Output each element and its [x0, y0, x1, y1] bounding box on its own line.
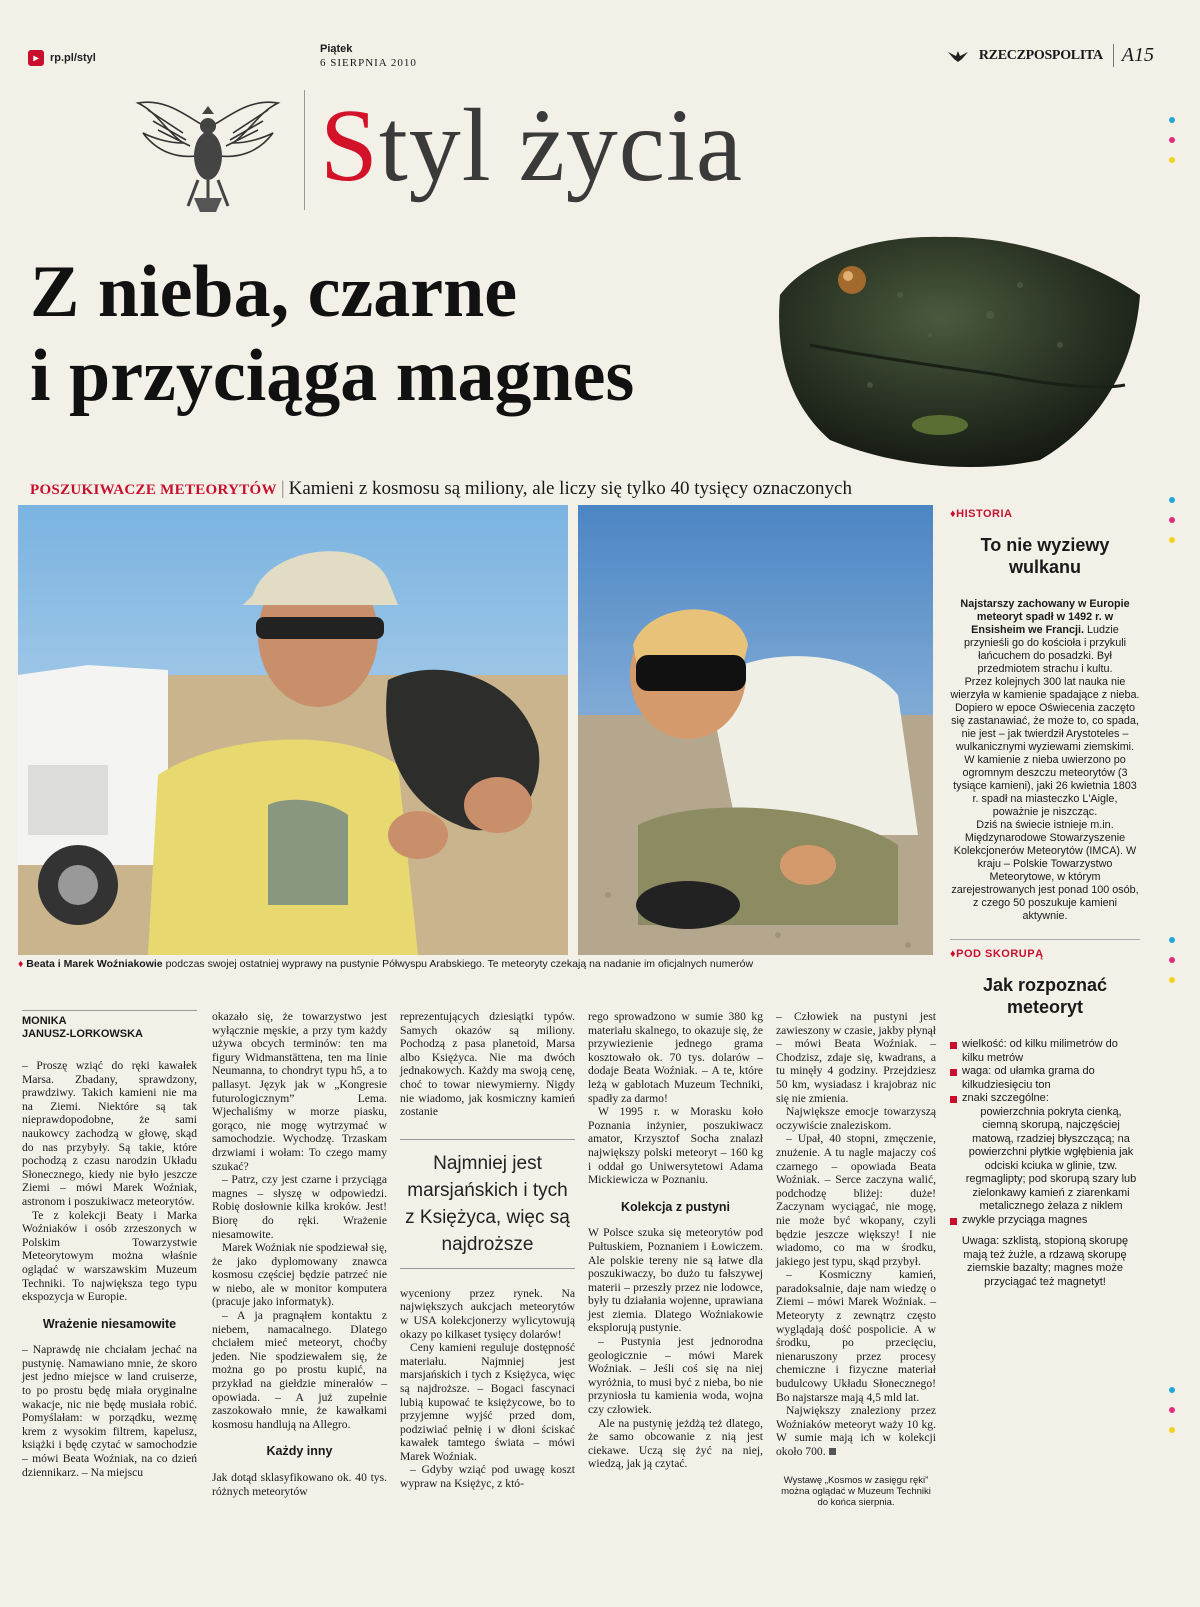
issue-day: Piątek [320, 43, 353, 55]
howto-label: ♦POD SKORUPĄ [950, 948, 1044, 960]
article-paragraph: – A ja pragnąłem kontaktu z niebem, namacalnego. Dlatego chciałem mieć meteoryt, choćby jeden. Nie spodziewałem się, że można go po prostu kupić, na przykład na giełdzie minerałów – opowiada. – A już zupełnie zaszokowało mnie, że kawałkami kosmosu handlują na Allegro. [212, 1309, 387, 1431]
caption-diamond-icon: ♦ [18, 958, 24, 970]
exhibit-note: Wystawę „Kosmos w zasięgu ręki” można oglądać w Muzeum Techniki do końca sierpnia. [781, 1474, 931, 1508]
print-registration-marks [1162, 60, 1182, 1560]
subhead-impression: Wrażenie niesamowite [42, 1316, 177, 1331]
history-text-2: Przez kolejnych 300 lat nauka nie wierzyła w kamienie spadające z nieba. Dopiero w epoce Oświecenia zaczęto się zastanawiać, że może to, co spada, nie jest – jak twierdził Arystoteles – wulkanicznymi wyziewami ziemskimi. W kamienie z nieba uwierzono po ogromnym deszczu meteorytów (3 tysiące kamieni), jaki 26 kwietnia 1803 r. spadł na miasteczko L'Aigle, poważnie je niszcząc. [950, 676, 1140, 818]
paper-eagle-icon [947, 49, 969, 63]
eagle-emblem-icon [128, 88, 288, 218]
site-link[interactable] [28, 50, 96, 66]
headline [30, 250, 790, 418]
article-column-5 [776, 1010, 936, 1508]
article-column-1 [22, 1010, 197, 1479]
sidebar [950, 508, 1140, 1289]
howto-item-signs: znaki szczególne: [950, 1092, 1140, 1106]
bullet-square-icon [950, 1069, 957, 1076]
page-number: A15 [1113, 44, 1154, 67]
rp-logo-icon: ▸ [28, 50, 44, 66]
article-column-3 [400, 1010, 575, 1491]
article-paragraph: rego sprowadzono w sumie 380 kg materiału skalnego, to okazuje się, że przywiezienie jednego grama kosztowało ok. 70 tys. dolarów – dodaje Beata Woźniak. – A te, które leżą w gablotach Muzeum Techniki, spadły za darmo! [588, 1010, 763, 1105]
photo-beata-crouching [578, 505, 933, 955]
article-column-4 [588, 1010, 763, 1471]
history-lead: Najstarszy zachowany w Europie meteoryt spadł w 1492 r. w Ensisheim we Francji. [960, 598, 1130, 636]
section-title-initial: S [320, 88, 379, 203]
howto-item-weight: waga: od ułamka grama do kilkudziesięciu ton [950, 1065, 1140, 1092]
photo-marek-with-meteorite [18, 505, 568, 955]
author-byline: MONIKA JANUSZ-LORKOWSKA [22, 1010, 197, 1041]
section-title-rest: tyl życia [378, 88, 744, 203]
subhead-desert-collection: Kolekcja z pustyni [620, 1199, 731, 1214]
article-paragraph: – Upał, 40 stopni, zmęczenie, znużenie. A tu nagle majaczy coś czarnego – opowiada Beata Woźniak. – Serce zaczyna walić, podchodzę bliżej: duże! Zaczynam wyciągać, nie mogę, nie może być wkopany, czyli będzie jeszcze większy! I nie wiadomo, co ma w środku, jakiego jest typu, skąd przybył. [776, 1132, 936, 1268]
howto-title: Jak rozpoznać meteoryt [982, 975, 1108, 1017]
meteorite-photo [770, 225, 1150, 475]
howto-note: Uwaga: szklistą, stopioną skorupę mają też żużle, a rdzawą skorupę ziemskie bazalty; magnes może przyciągać też magnetyt! [961, 1235, 1129, 1288]
paper-name: RZECZPOSPOLITA [978, 47, 1103, 63]
article-paragraph: – Pustynia jest jednorodna geologicznie – mówi Marek Woźniak. – Jeśli coś się na niej wyróżnia, to musi być z nieba, bo nie przyniosła tu kamienia woda, wojna czy człowiek. [588, 1335, 763, 1417]
article-paragraph: – Patrz, czy jest czarne i przyciąga magnes – słyszę w odpowiedzi. Robię dosłownie kilka kroków. Jest! Biorę do ręki. Wrażenie niesamowite. [212, 1173, 387, 1241]
history-text-1: Ludzie przynieśli go do kościoła i przykuli łańcuchem do posadzki. Był przedmiotem strachu i kultu. [963, 624, 1127, 675]
sidebar-divider [950, 939, 1140, 940]
kicker-separator: | [280, 478, 285, 499]
article-paragraph: reprezentujących dziesiątki typów. Samych okazów są miliony. Pochodzą z pasa planetoid, Marsa albo Księżyca. Nie ma dwóch jednakowych. Każdy ma swoją cenę, choć to towar niewymierny. Nigdy nie wiadomo, jak kosmiczny kamień zostanie [400, 1010, 575, 1119]
caption-names: Beata i Marek Woźniakowie [26, 958, 163, 970]
article-paragraph: okazało się, że towarzystwo jest wyłącznie męskie, a przy tym każdy używa obcych terminów: ten ma figury Widmanstättena, ten ma linie Neumanna, to chondryt typu h5, a to pallasyt. Język jak w „Kongresie futurologicznym” Lema. Wjechaliśmy w morze piasku, gorąco, nie mogę wytrzymać w samochodzie. Wychodzę. Trzaskam drzwiami i wołam: To czego mamy szukać? [212, 1010, 387, 1173]
pull-quote: Najmniej jest marsjańskich i tych z Księżyca, więc są najdroższe [400, 1139, 575, 1269]
site-url: rp.pl/styl [50, 52, 96, 64]
article-paragraph: W Polsce szuka się meteorytów pod Pułtuskiem, Poznaniem i Łowiczem. Ale polskie tereny nie są łatwe dla poszukiwaczy, bo dużo tu fałszywej materii – przeszły przez nie lodowce, były tu działania wojenne, uprawiana jest ziemia. Dlatego Woźniakowie eksplorują pustynie. [588, 1226, 763, 1335]
photo-caption [18, 958, 938, 970]
article-paragraph: Te z kolekcji Beaty i Marka Woźniaków i osób zrzeszonych w Polskim Towarzystwie Meteorytowym można właśnie oglądać w warszawskim Muzeum Techniki. To największa tego typu ekspozycja w Europie. [22, 1208, 197, 1304]
history-body [950, 598, 1140, 923]
subhead-each-different: Każdy inny [266, 1444, 333, 1459]
howto-item-size: wielkość: od kilku milimetrów do kilku metrów [950, 1038, 1140, 1065]
bullet-square-icon [950, 1096, 957, 1103]
howto-label-icon: ♦ [950, 948, 957, 960]
headline-line-2: i przyciąga magnes [30, 335, 635, 417]
section-title [320, 86, 743, 206]
kicker [30, 478, 930, 500]
kicker-label: POSZUKIWACZE METEORYTÓW [30, 482, 277, 498]
history-label-icon: ♦ [950, 508, 957, 520]
issue-date [320, 42, 417, 70]
article-paragraph: wyceniony przez rynek. Na największych aukcjach meteorytów w USA kolekcjonerzy wylicytowują okazy po kilkaset tysięcy dolarów! [400, 1286, 575, 1341]
history-text-3: Dziś na świecie istnieje m.in. Międzynarodowe Stowarzyszenie Kolekcjonerów Meteorytów (IMCA). W kraju – Polskie Towarzystwo Meteorytowe, w którym zarejestrowanych jest ponad 100 osób, z czego 50 poszukuje kamieni aktywnie. [951, 819, 1139, 922]
article-paragraph: Ale na pustynię jeżdżą też dlatego, że samo obcowanie z nią jest ciekawe. Uczą się żyć na niej, wiedzą, jak ją czytać. [588, 1416, 763, 1471]
masthead-right [947, 44, 1154, 67]
article-paragraph: – Proszę wziąć do ręki kawałek Marsa. Zbadany, sprawdzony, prawdziwy. Takich kamieni nie ma na Ziemi. Niektóre są tak nieprawdopodobne, że sami naukowcy zachodzą w głowę, skąd do nas przybyły. Są takie, które pochodzą z czasu narodzin Układu Słonecznego, kiedy nie było jeszcze Ziemi – mówi Marek Woźniak, astronom i poszukiwacz meteorytów. [22, 1059, 197, 1208]
header-divider [304, 90, 305, 210]
caption-text: podczas swojej ostatniej wyprawy na pustynie Półwyspu Arabskiego. Te meteoryty czekają na nadanie im oficjalnych numerów [165, 958, 754, 970]
bullet-square-icon [950, 1218, 957, 1225]
article-column-2 [212, 1010, 387, 1498]
end-mark-icon [829, 1448, 836, 1455]
article-paragraph: – Człowiek na pustyni jest zawieszony w czasie, jakby płynął – mówi Beata Woźniak. – Chodzisz, zdaje się, kwadrans, a tu minęły 4 godziny. Przejdziesz 50 km, wysiadasz i krajobraz nic się nie zmienia. [776, 1010, 936, 1105]
howto-list [950, 1038, 1140, 1227]
bullet-square-icon [950, 1042, 957, 1049]
howto-item-magnet: zwykle przyciąga magnes [950, 1214, 1140, 1228]
article-paragraph: Największe emocje towarzyszą oczywiście znaleziskom. [776, 1105, 936, 1132]
headline-line-1: Z nieba, czarne [30, 251, 518, 333]
history-label: ♦HISTORIA [950, 508, 1013, 520]
article-paragraph: – Naprawdę nie chciałam jechać na pustynię. Namawiano mnie, że skoro jest jedno miejsce w land cruiserze, to po prostu będę miała oryginalne wakacje, nic nie będę musiała robić. Pomyślałam: w porządku, wezmę krem z wysokim filtrem, kapelusz, książki i będę czytać w samochodzie – mówi Beata Woźniak, na co dzień dziennikarz. – Na miejscu [22, 1343, 197, 1479]
article-paragraph: W 1995 r. w Morasku koło Poznania inżynier, poszukiwacz amator, Krzysztof Socha znalazł największy polski meteoryt – 160 kg i oddał go Uniwersytetowi Adama Mickiewicza w Poznaniu. [588, 1105, 763, 1187]
article-paragraph-final: Największy znaleziony przez Woźniaków meteoryt waży 10 kg. W sumie mają ich w kolekcji około 700. [776, 1404, 936, 1458]
kicker-text: Kamieni z kosmosu są miliony, ale liczy się tylko 40 tysięcy oznaczonych [288, 478, 852, 499]
history-title: To nie wyziewy wulkanu [980, 535, 1110, 577]
article-paragraph: Jak dotąd sklasyfikowano ok. 40 tys. różnych meteorytów [212, 1471, 387, 1498]
article-paragraph: Marek Woźniak nie spodziewał się, że jako dyplomowany znawca kosmosu częściej będzie patrzeć nie w niebo, ale w monitor komputera (pracuje jako informatyk). [212, 1241, 387, 1309]
article-paragraph: – Gdyby wziąć pod uwagę koszt wypraw na Księżyc, z któ- [400, 1463, 575, 1491]
article-paragraph: – Kosmiczny kamień, paradoksalnie, daje nam wiedzę o Ziemi – mówi Marek Woźniak. – Meteoryty z zewnątrz często wyglądają dość pospolicie. A w środku, po przecięciu, nienaruszony przez procesy chemiczne i fizyczne materiał budulcowy Układu Słonecznego! Bo najstarsze mają 4,5 mld lat. [776, 1268, 936, 1404]
howto-item-surface: powierzchnia pokryta cienką, ciemną skorupą, najczęściej matową, rzadziej błyszczącą; na powierzchni płytkie wgłębienia jak odciski kciuka w glinie, tzw. regmaglipty; pod skorupą szary lub zielonkawy kamień z ziarenkami metalicznego żelaza z niklem [965, 1105, 1137, 1212]
article-paragraph: Ceny kamieni reguluje dostępność materiału. Najmniej jest marsjańskich i tych z Księżyca, więc są najdroższe. – Bogaci fascynaci lubią kupować te księżycowe, bo to przyjemne wyjść przed dom, podziwiać pełnię i w dłoni ściskać kawałek tamtego świata – mówi Marek Woźniak. [400, 1341, 575, 1463]
issue-full-date: 6 SIERPNIA 2010 [320, 57, 417, 69]
